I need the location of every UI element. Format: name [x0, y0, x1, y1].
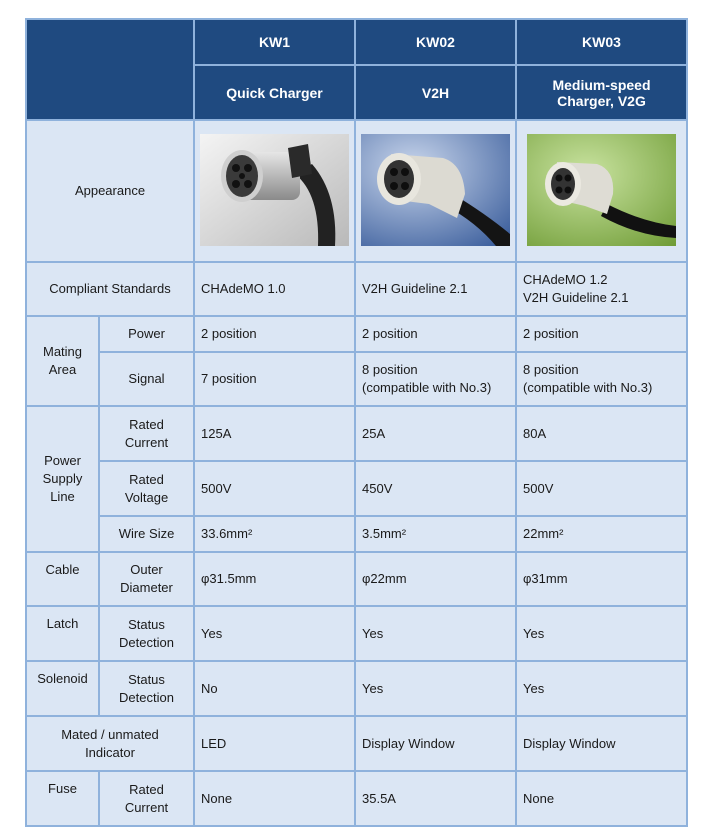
- rated-voltage-kw1: 500V: [194, 461, 355, 516]
- indicator-kw03: Display Window: [516, 716, 687, 771]
- mating-area-label: Mating Area: [26, 316, 99, 406]
- header-code-kw1: KW1: [194, 19, 355, 65]
- rated-current-kw03: 80A: [516, 406, 687, 461]
- wire-size-kw1: 33.6mm²: [194, 516, 355, 552]
- appearance-kw03: [516, 120, 687, 262]
- fuse-label: Fuse: [26, 771, 99, 826]
- appearance-label: Appearance: [26, 120, 194, 262]
- latch-status-kw03: Yes: [516, 606, 687, 661]
- cable-outer-diameter-label: Outer Diameter: [99, 552, 194, 606]
- mating-signal-kw02: 8 position (compatible with No.3): [355, 352, 516, 406]
- latch-status-kw1: Yes: [194, 606, 355, 661]
- mating-power-kw1: 2 position: [194, 316, 355, 352]
- rated-voltage-label: Rated Voltage: [99, 461, 194, 516]
- power-supply-line-label: Power Supply Line: [26, 406, 99, 552]
- connector-photo-kw03: [527, 134, 676, 246]
- header-code-kw03: KW03: [516, 19, 687, 65]
- mating-power-label: Power: [99, 316, 194, 352]
- connector-spec-table: [25, 18, 688, 827]
- appearance-kw1: [194, 120, 355, 262]
- mating-signal-kw03: 8 position (compatible with No.3): [516, 352, 687, 406]
- indicator-kw1: LED: [194, 716, 355, 771]
- latch-status-kw02: Yes: [355, 606, 516, 661]
- compliant-standards-kw03: CHAdeMO 1.2 V2H Guideline 2.1: [516, 262, 687, 316]
- solenoid-status-detection-label: Status Detection: [99, 661, 194, 716]
- connector-photo-kw02: [361, 134, 510, 246]
- connector-photo-kw1: [200, 134, 349, 246]
- compliant-standards-label: Compliant Standards: [26, 262, 194, 316]
- header-corner: [26, 19, 194, 120]
- rated-voltage-kw02: 450V: [355, 461, 516, 516]
- latch-status-detection-label: Status Detection: [99, 606, 194, 661]
- cable-label: Cable: [26, 552, 99, 606]
- solenoid-status-kw02: Yes: [355, 661, 516, 716]
- latch-label: Latch: [26, 606, 99, 661]
- wire-size-kw03: 22mm²: [516, 516, 687, 552]
- header-type-kw1: Quick Charger: [194, 65, 355, 120]
- indicator-label: Mated / unmated Indicator: [26, 716, 194, 771]
- fuse-rated-current-kw1: None: [194, 771, 355, 826]
- compliant-standards-kw02: V2H Guideline 2.1: [355, 262, 516, 316]
- rated-current-kw02: 25A: [355, 406, 516, 461]
- rated-voltage-kw03: 500V: [516, 461, 687, 516]
- mating-power-kw03: 2 position: [516, 316, 687, 352]
- fuse-rated-current-label: Rated Current: [99, 771, 194, 826]
- cable-outer-diameter-kw02: φ22mm: [355, 552, 516, 606]
- fuse-rated-current-kw02: 35.5A: [355, 771, 516, 826]
- header-code-kw02: KW02: [355, 19, 516, 65]
- header-type-kw03: Medium-speed Charger, V2G: [516, 65, 687, 120]
- cable-outer-diameter-kw03: φ31mm: [516, 552, 687, 606]
- appearance-kw02: [355, 120, 516, 262]
- wire-size-kw02: 3.5mm²: [355, 516, 516, 552]
- cable-outer-diameter-kw1: φ31.5mm: [194, 552, 355, 606]
- solenoid-status-kw03: Yes: [516, 661, 687, 716]
- indicator-kw02: Display Window: [355, 716, 516, 771]
- fuse-rated-current-kw03: None: [516, 771, 687, 826]
- rated-current-kw1: 125A: [194, 406, 355, 461]
- mating-power-kw02: 2 position: [355, 316, 516, 352]
- mating-signal-label: Signal: [99, 352, 194, 406]
- solenoid-label: Solenoid: [26, 661, 99, 716]
- rated-current-label: Rated Current: [99, 406, 194, 461]
- wire-size-label: Wire Size: [99, 516, 194, 552]
- solenoid-status-kw1: No: [194, 661, 355, 716]
- header-type-kw02: V2H: [355, 65, 516, 120]
- compliant-standards-kw1: CHAdeMO 1.0: [194, 262, 355, 316]
- mating-signal-kw1: 7 position: [194, 352, 355, 406]
